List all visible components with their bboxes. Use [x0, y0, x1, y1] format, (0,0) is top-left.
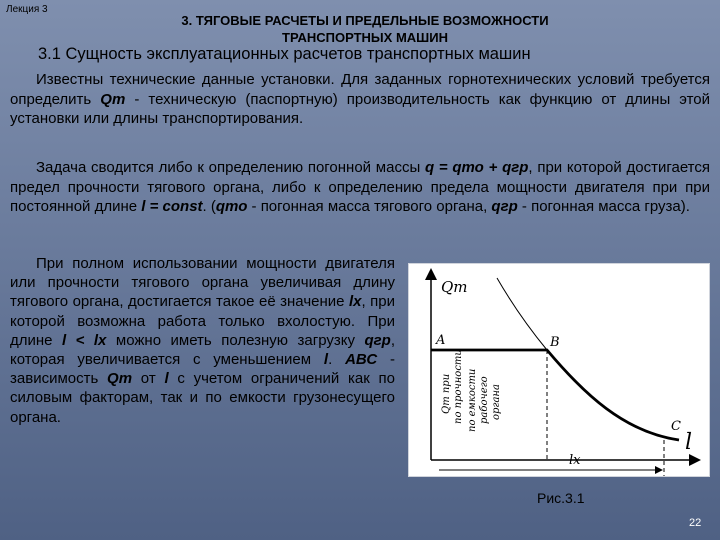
p3-l: l: [323, 351, 329, 369]
paragraph-2: [10, 158, 710, 217]
page-number: 22: [689, 517, 702, 529]
y-axis-label: Qт: [441, 278, 468, 296]
rotated-label-4: рабочего: [479, 376, 490, 424]
p1-qt: Qт: [100, 90, 126, 108]
p3-qgr: qгр: [364, 331, 391, 349]
p3-text-f: - зависимость: [10, 351, 395, 388]
page-title: 3. ТЯГОВЫЕ РАСЧЕТЫ И ПРЕДЕЛЬНЫЕ ВОЗМОЖНОСТИ ТРАНСПОРТНЫХ МАШИН: [181, 13, 549, 45]
section-subtitle: 3.1 Сущность эксплуатационных расчетов транспортных машин: [38, 45, 531, 63]
p2-qgr: qгр: [491, 198, 518, 215]
rotated-label-1: Qт при: [441, 373, 452, 414]
paragraph-1: [10, 70, 710, 129]
p3-abc: АВС: [345, 351, 378, 369]
paragraph-3: [10, 254, 395, 427]
rotated-label-5: органа: [491, 384, 502, 420]
p3-lx: lх: [348, 293, 362, 311]
p3-qt: Qт: [107, 370, 133, 388]
x-axis-label: l: [685, 430, 693, 455]
rotated-label-3: по емкости: [467, 368, 478, 432]
rotated-label-2: по прочности: [453, 349, 464, 424]
p2-text-d: - погонная масса тягового органа,: [247, 198, 492, 215]
upper-curve: [497, 278, 547, 350]
p3-l2: l: [164, 370, 169, 388]
p3-text-b: , при которой возможна работа только вхолостую. При длине: [10, 293, 396, 349]
point-a-label: A: [436, 333, 446, 348]
point-c-label: C: [671, 419, 681, 434]
lecture-label: Лекция 3: [6, 4, 48, 15]
p1-text-a: Известны технические данные установки. Для заданных горнотехнических условий требуется определить: [10, 71, 710, 108]
p2-text-c: . (: [202, 198, 216, 215]
p2-formula: q = qто + qгр: [424, 159, 529, 176]
p3-text-h: с учетом ограничений как по силовым факторам, так и по емкости грузонесущего органа.: [10, 370, 395, 426]
p2-text-b: , при которой достигается предел прочности тягового органа, либо к определению предела мощности двигателя при при постоянной длине: [10, 159, 710, 215]
p3-text-c: можно иметь полезную загрузку: [106, 331, 365, 349]
p3-text-a: При полном использовании мощности двигателя или прочности тягового органа увеличивая длину тягового органа, достигается такое её значение: [10, 255, 395, 311]
p1-text-b: - техническую (паспортную) производительность как функцию от длины этой установки или длины транспортирования.: [10, 90, 711, 127]
p3-text-g: от: [132, 370, 165, 388]
p2-lconst: l = const: [141, 198, 203, 215]
figure-diagram: [409, 264, 709, 476]
p3-text-e: .: [328, 351, 346, 369]
p2-text-a: Задача сводится либо к определению погонной массы: [36, 159, 425, 176]
point-b-label: B: [550, 335, 560, 350]
figure-caption: Рис.3.1: [537, 490, 585, 506]
p2-text-e: - погонная масса груза).: [517, 198, 690, 215]
figure-3-1: [408, 263, 710, 477]
lx-label: lх: [569, 453, 581, 468]
p3-text-d: , которая увеличивается с уменьшением: [10, 331, 395, 369]
p2-qto: qто: [215, 198, 248, 215]
p3-cond: l < lх: [62, 331, 107, 349]
